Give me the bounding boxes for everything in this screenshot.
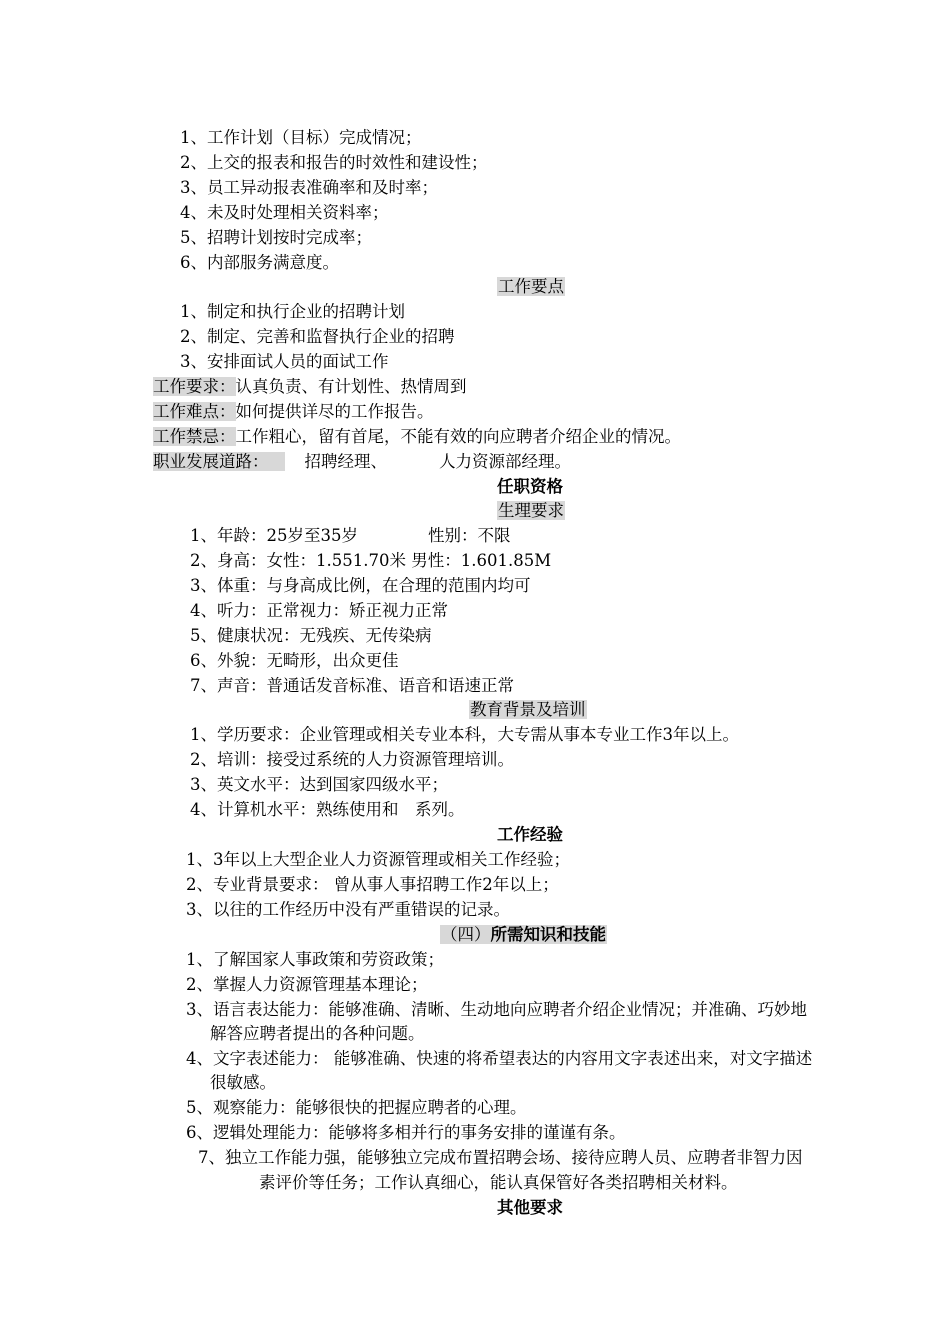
education-item: 4、计算机水平：熟练使用和 系列。 [190, 800, 465, 819]
knowledge-item: 2、掌握人力资源管理基本理论； [186, 975, 428, 994]
career-path-line [153, 451, 571, 473]
heading-main: 所需知识和技能 [490, 925, 606, 944]
work-difficulty-text: 如何提供详尽的工作报告。 [235, 402, 434, 421]
work-difficulty-label: 工作难点： [153, 402, 236, 421]
kpi-item: 4、未及时处理相关资料率； [180, 203, 389, 222]
physical-item: 7、声音：普通话发音标准、语音和语速正常 [190, 676, 514, 695]
knowledge-item-continued: 解答应聘者提出的各种问题。 [210, 1024, 425, 1043]
physical-item: 4、听力：正常视力：矫正视力正常 [190, 601, 448, 620]
experience-item: 2、专业背景要求： 曾从事人事招聘工作2年以上； [186, 875, 559, 894]
work-requirements-label: 工作要求： [153, 377, 236, 396]
knowledge-item: 1、了解国家人事政策和劳资政策； [186, 950, 444, 969]
knowledge-item-continued: 很敏感。 [210, 1073, 276, 1092]
career-step: 人力资源部经理。 [439, 452, 571, 471]
career-path-label: 职业发展道路： [153, 452, 285, 471]
section-heading-knowledge [440, 924, 607, 946]
kpi-item: 2、上交的报表和报告的时效性和建设性； [180, 153, 488, 172]
heading-text: 生理要求 [498, 501, 564, 520]
experience-item: 1、3年以上大型企业人力资源管理或相关工作经验； [186, 850, 570, 869]
physical-item [190, 525, 511, 547]
work-point-item: 1、制定和执行企业的招聘计划 [180, 302, 405, 321]
heading-text: 教育背景及培训 [470, 700, 586, 719]
heading-text [440, 925, 607, 944]
physical-item: 3、体重：与身高成比例，在合理的范围内均可 [190, 576, 531, 595]
education-item: 1、学历要求：企业管理或相关专业本科，大专需从事本专业工作3年以上。 [190, 725, 739, 744]
section-heading-physical [497, 500, 565, 522]
knowledge-item: 4、文字表述能力： 能够准确、快速的将希望表达的内容用文字表述出来，对文字描述 [186, 1049, 813, 1068]
knowledge-item: 7、独立工作能力强，能够独立完成布置招聘会场、接待应聘人员、应聘者非智力因 [198, 1148, 803, 1167]
kpi-item: 1、工作计划（目标）完成情况； [180, 128, 422, 147]
work-difficulty-line [153, 401, 434, 423]
kpi-item: 5、招聘计划按时完成率； [180, 228, 372, 247]
work-point-item: 2、制定、完善和监督执行企业的招聘 [180, 327, 455, 346]
work-taboo-text: 工作粗心，留有首尾，不能有效的向应聘者介绍企业的情况。 [235, 427, 681, 446]
section-heading-qualifications: 任职资格 [497, 477, 563, 496]
education-item: 2、培训：接受过系统的人力资源管理培训。 [190, 750, 514, 769]
physical-item: 2、身高：女性：1.551.70米 男性：1.601.85M [190, 551, 552, 570]
section-heading-experience: 工作经验 [497, 825, 563, 844]
age-text: 1、年龄：25岁至35岁 [190, 526, 358, 545]
physical-item: 5、健康状况：无残疾、无传染病 [190, 626, 432, 645]
knowledge-item: 5、观察能力：能够很快的把握应聘者的心理。 [186, 1098, 527, 1117]
heading-text: 工作要点 [498, 277, 564, 296]
physical-item: 6、外貌：无畸形，出众更佳 [190, 651, 399, 670]
knowledge-item: 6、逻辑处理能力：能够将多相并行的事务安排的谨谨有条。 [186, 1123, 626, 1142]
knowledge-item-continued: 素评价等任务；工作认真细心，能认真保管好各类招聘相关材料。 [259, 1173, 738, 1192]
knowledge-item: 3、语言表达能力：能够准确、清晰、生动地向应聘者介绍企业情况；并准确、巧妙地 [186, 1000, 807, 1019]
career-step: 招聘经理、 [304, 452, 387, 471]
work-taboo-label: 工作禁忌： [153, 427, 236, 446]
experience-item: 3、以往的工作经历中没有严重错误的记录。 [186, 900, 510, 919]
kpi-item: 3、员工异动报表准确率和及时率； [180, 178, 438, 197]
kpi-item: 6、内部服务满意度。 [180, 253, 339, 272]
heading-prefix: （四） [441, 925, 491, 944]
work-taboo-line [153, 426, 681, 448]
gender-text: 性别：不限 [428, 526, 511, 545]
section-heading-other: 其他要求 [497, 1198, 563, 1217]
work-point-item: 3、安排面试人员的面试工作 [180, 352, 389, 371]
section-heading-education [469, 699, 587, 721]
work-requirements-line [153, 376, 467, 398]
work-requirements-text: 认真负责、有计划性、热情周到 [235, 377, 467, 396]
section-heading-work-points [497, 276, 565, 298]
education-item: 3、英文水平：达到国家四级水平； [190, 775, 448, 794]
